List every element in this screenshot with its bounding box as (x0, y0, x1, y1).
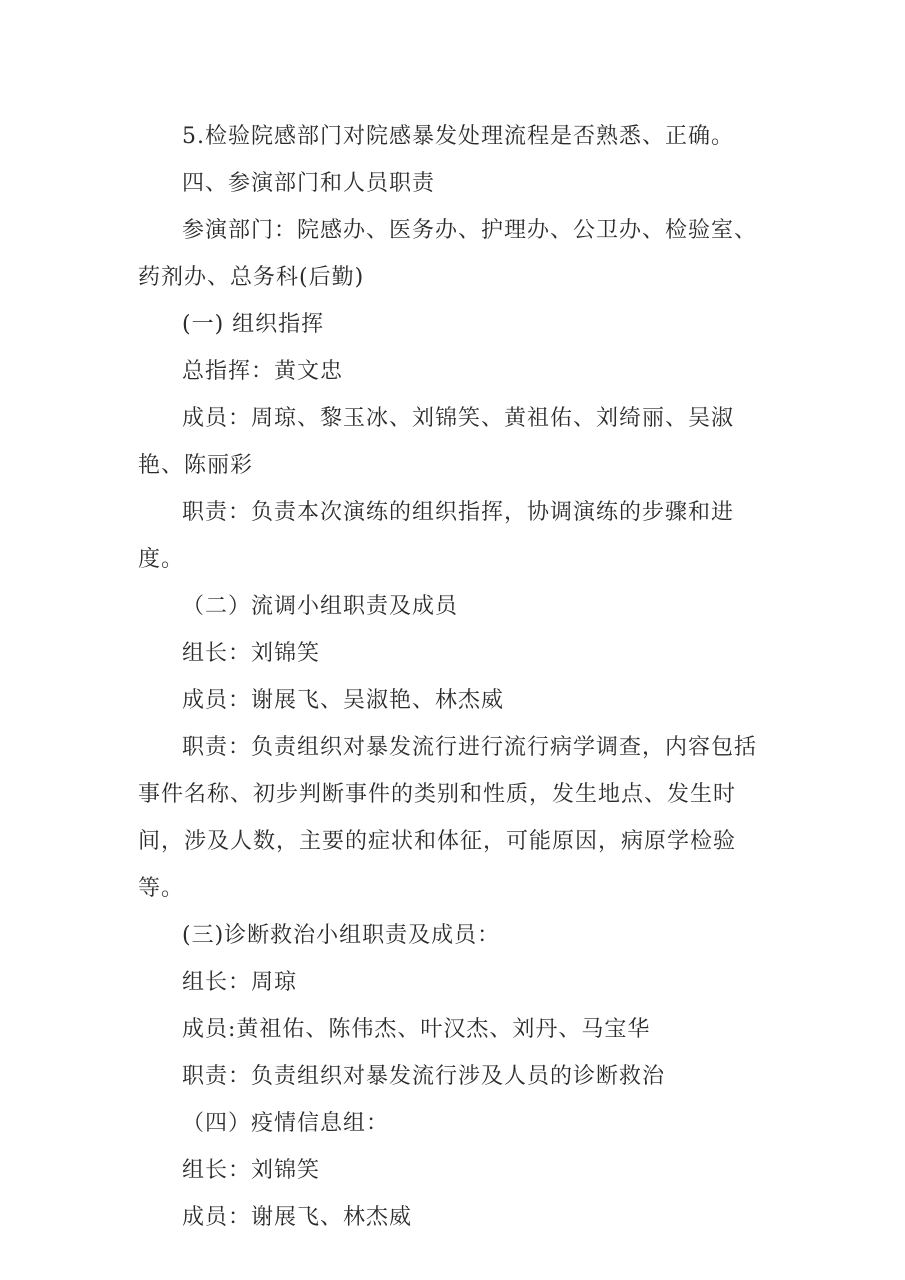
leader-line-2: 组长：刘锦笑 (182, 641, 321, 666)
commander-line: 总指挥：黄文忠 (182, 359, 344, 384)
subsection-heading-4: （四）疫情信息组： (182, 1111, 390, 1136)
participating-departments: 参演部门：院感办、医务办、护理办、公卫办、检验室、药剂办、总务科(后勤) (138, 218, 758, 290)
duty-line-3: 职责：负责组织对暴发流行涉及人员的诊断救治 (182, 1064, 666, 1089)
document-body (138, 113, 778, 1241)
subsection-heading-1: (一) 组织指挥 (182, 312, 325, 337)
subsection-heading-3: (三)诊断救治小组职责及成员： (182, 923, 501, 948)
subsection-heading-2: （二）流调小组职责及成员 (182, 594, 459, 619)
members-line-4: 成员：谢展飞、林杰威 (182, 1205, 413, 1230)
leader-line-4: 组长：刘锦笑 (182, 1158, 321, 1183)
leader-line-3: 组长：周琼 (182, 970, 298, 995)
section-heading-4: 四、参演部门和人员职责 (182, 171, 436, 196)
duty-line-2: 职责：负责组织对暴发流行进行流行病学调查，内容包括事件名称、初步判断事件的类别和性质，发生地点、发生时间，涉及人数，主要的症状和体征，可能原因，病原学检验等。 (138, 735, 758, 901)
duty-line-1: 职责：负责本次演练的组织指挥，协调演练的步骤和进度。 (138, 500, 735, 572)
members-line-2: 成员：谢展飞、吴淑艳、林杰威 (182, 688, 505, 713)
members-line-1: 成员：周琼、黎玉冰、刘锦笑、黄祖佑、刘绮丽、吴淑艳、陈丽彩 (138, 406, 735, 478)
paragraph-item-5: 5.检验院感部门对院感暴发处理流程是否熟悉、正确。 (182, 124, 734, 149)
members-line-3: 成员:黄祖佑、陈伟杰、叶汉杰、刘丹、马宝华 (182, 1017, 651, 1042)
